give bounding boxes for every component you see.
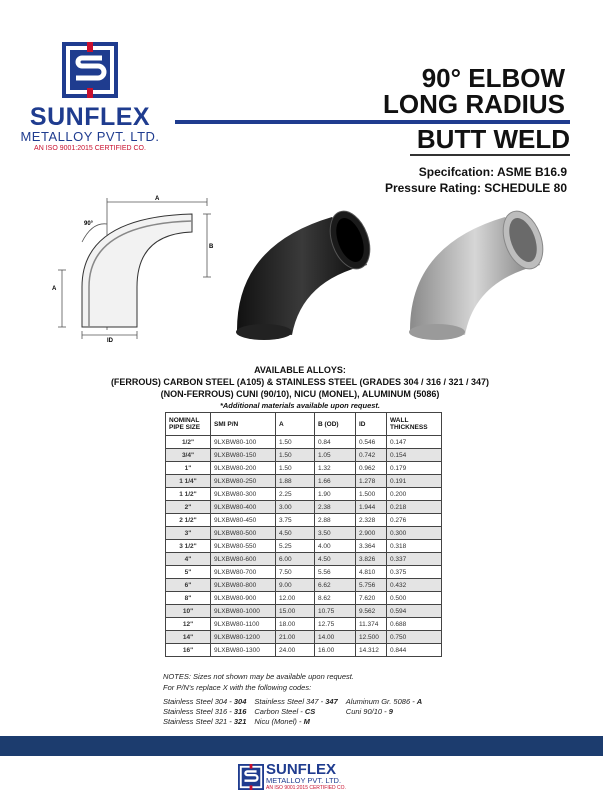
cell-part-number: 9LXBW80-1200 [211, 631, 276, 644]
drawing-label-b: B [209, 244, 214, 250]
cell-part-number: 9LXBW80-300 [211, 488, 276, 501]
codes-column [346, 697, 422, 717]
cell-id: 11.374 [356, 618, 387, 631]
cell-part-number: 9LXBW80-1300 [211, 644, 276, 657]
sunflex-logo-icon [62, 42, 118, 98]
code-entry [346, 707, 422, 717]
cell-wall: 0.337 [387, 553, 442, 566]
cell-wall: 0.594 [387, 605, 442, 618]
code-value: CS [304, 707, 316, 716]
cell-size: 1/2" [166, 436, 211, 449]
cell-b-od: 5.56 [315, 566, 356, 579]
footer-brand-iso: AN ISO 9001:2015 CERTIFIED CO. [266, 785, 346, 791]
cell-a: 1.88 [276, 475, 315, 488]
brand-block [10, 104, 170, 154]
cell-a: 1.50 [276, 462, 315, 475]
elbow-drawing [52, 192, 222, 342]
cell-b-od: 0.84 [315, 436, 356, 449]
code-entry [254, 707, 337, 717]
cell-b-od: 2.88 [315, 514, 356, 527]
cell-id: 14.312 [356, 644, 387, 657]
cell-id: 7.620 [356, 592, 387, 605]
table-row [166, 618, 442, 631]
cell-id: 9.562 [356, 605, 387, 618]
cell-wall: 0.318 [387, 540, 442, 553]
drawing-angle-label: 90° [84, 221, 94, 227]
cell-b-od: 12.75 [315, 618, 356, 631]
cell-size: 4" [166, 553, 211, 566]
cell-id: 12.500 [356, 631, 387, 644]
cell-size: 14" [166, 631, 211, 644]
pressure-rating: Pressure Rating: SCHEDULE 80 [384, 181, 567, 195]
cell-a: 2.25 [276, 488, 315, 501]
specification: Specifcation: ASME B16.9 [418, 165, 567, 179]
cell-b-od: 3.50 [315, 527, 356, 540]
code-value: 316 [233, 707, 247, 716]
dimensions-table [165, 412, 442, 657]
cell-a: 18.00 [276, 618, 315, 631]
footer-logo-icon [238, 764, 264, 790]
cell-id: 2.328 [356, 514, 387, 527]
cell-a: 1.50 [276, 436, 315, 449]
code-entry [346, 697, 422, 707]
cell-b-od: 14.00 [315, 631, 356, 644]
cell-id: 4.810 [356, 566, 387, 579]
table-header-row [166, 413, 442, 436]
cell-part-number: 9LXBW80-100 [211, 436, 276, 449]
header-id: ID [356, 413, 387, 436]
cell-size: 6" [166, 579, 211, 592]
cell-a: 6.00 [276, 553, 315, 566]
code-label: Cuni 90/10 - [345, 707, 389, 716]
cell-id: 0.962 [356, 462, 387, 475]
cell-part-number: 9LXBW80-250 [211, 475, 276, 488]
code-label: Carbon Steel - [254, 707, 305, 716]
header-a: A [276, 413, 315, 436]
code-entry [254, 697, 337, 707]
cell-wall: 0.218 [387, 501, 442, 514]
header-wall-thickness: WALL THICKNESS [387, 413, 442, 436]
code-value: 304 [233, 697, 247, 706]
cell-wall: 0.500 [387, 592, 442, 605]
table-row [166, 592, 442, 605]
cell-wall: 0.200 [387, 488, 442, 501]
footer-brand-subtitle: METALLOY PVT. LTD. [266, 776, 342, 785]
cell-id: 0.546 [356, 436, 387, 449]
alloys-non-ferrous: (NON-FERROUS) CUNI (90/10), NICU (MONEL), ALUMINUM (5086) [160, 389, 440, 399]
cell-wall: 0.844 [387, 644, 442, 657]
cell-b-od: 1.66 [315, 475, 356, 488]
code-value: 321 [233, 717, 247, 726]
alloys-section [60, 364, 540, 412]
cell-wall: 0.154 [387, 449, 442, 462]
cell-a: 1.50 [276, 449, 315, 462]
cell-b-od: 6.62 [315, 579, 356, 592]
code-label: Stainless Steel 321 - [163, 717, 234, 726]
drawing-label-a-top: A [155, 196, 160, 202]
code-value: M [303, 717, 310, 726]
subtitle-divider [410, 154, 570, 156]
codes-column [163, 697, 246, 727]
cell-b-od: 8.62 [315, 592, 356, 605]
table-row [166, 527, 442, 540]
cell-size: 16" [166, 644, 211, 657]
code-label: Stainless Steel 347 - [254, 697, 326, 706]
title-line-2: LONG RADIUS [383, 89, 565, 119]
codes-column [254, 697, 337, 727]
code-label: Stainless Steel 304 - [163, 697, 234, 706]
cell-b-od: 16.00 [315, 644, 356, 657]
cell-id: 1.944 [356, 501, 387, 514]
cell-b-od: 1.05 [315, 449, 356, 462]
table-row [166, 553, 442, 566]
cell-size: 3 1/2" [166, 540, 211, 553]
code-value: 9 [388, 707, 393, 716]
cell-a: 21.00 [276, 631, 315, 644]
cell-part-number: 9LXBW80-400 [211, 501, 276, 514]
table-row [166, 631, 442, 644]
table-row [166, 566, 442, 579]
cell-a: 15.00 [276, 605, 315, 618]
note-codes-intro: For P/N's replace X with the following codes: [163, 683, 312, 692]
footer-bar [0, 736, 603, 756]
cell-size: 5" [166, 566, 211, 579]
cell-a: 9.00 [276, 579, 315, 592]
cell-id: 3.826 [356, 553, 387, 566]
table-row [166, 436, 442, 449]
cell-id: 5.756 [356, 579, 387, 592]
brand-iso: AN ISO 9001:2015 CERTIFIED CO. [34, 145, 146, 152]
cell-part-number: 9LXBW80-500 [211, 527, 276, 540]
code-label: Stainless Steel 316 - [163, 707, 234, 716]
material-codes [163, 697, 430, 727]
table-row [166, 540, 442, 553]
code-entry [163, 707, 246, 717]
table-row [166, 449, 442, 462]
cell-size: 10" [166, 605, 211, 618]
cell-a: 5.25 [276, 540, 315, 553]
cell-size: 3" [166, 527, 211, 540]
drawing-label-id: ID [107, 338, 113, 342]
cell-id: 3.364 [356, 540, 387, 553]
cell-a: 24.00 [276, 644, 315, 657]
cell-size: 1 1/4" [166, 475, 211, 488]
cell-part-number: 9LXBW80-550 [211, 540, 276, 553]
note-sizes: NOTES: Sizes not shown may be available upon request. [163, 672, 354, 681]
cell-a: 12.00 [276, 592, 315, 605]
cell-b-od: 1.90 [315, 488, 356, 501]
code-value: 347 [325, 697, 338, 706]
title-line-1: 90° ELBOW [421, 63, 565, 93]
alloys-note: *Additional materials available upon request. [219, 401, 381, 410]
table-row [166, 514, 442, 527]
cell-id: 1.500 [356, 488, 387, 501]
cell-wall: 0.276 [387, 514, 442, 527]
code-entry [163, 697, 246, 707]
cell-id: 1.278 [356, 475, 387, 488]
cell-a: 4.50 [276, 527, 315, 540]
header-nominal-size: NOMINAL PIPE SIZE [166, 413, 211, 436]
cell-wall: 0.300 [387, 527, 442, 540]
cell-a: 7.50 [276, 566, 315, 579]
cell-size: 8" [166, 592, 211, 605]
alloys-heading: AVAILABLE ALLOYS: [254, 365, 346, 375]
table-row [166, 475, 442, 488]
header-part-number: SMI P/N [211, 413, 276, 436]
cell-size: 2" [166, 501, 211, 514]
header-b-od: B (OD) [315, 413, 356, 436]
drawing-label-a-left: A [52, 286, 57, 292]
alloys-ferrous: (FERROUS) CARBON STEEL (A105) & STAINLESS STEEL (GRADES 304 / 316 / 321 / 347) [110, 377, 490, 387]
footer-brand-name: SUNFLEX [266, 761, 337, 778]
cell-size: 2 1/2" [166, 514, 211, 527]
code-value: A [416, 697, 423, 706]
table-row [166, 488, 442, 501]
cell-b-od: 4.50 [315, 553, 356, 566]
code-entry [163, 717, 246, 727]
cell-b-od: 4.00 [315, 540, 356, 553]
table-row [166, 579, 442, 592]
cell-wall: 0.750 [387, 631, 442, 644]
cell-b-od: 1.32 [315, 462, 356, 475]
cell-part-number: 9LXBW80-800 [211, 579, 276, 592]
cell-part-number: 9LXBW80-700 [211, 566, 276, 579]
cell-wall: 0.147 [387, 436, 442, 449]
cell-wall: 0.179 [387, 462, 442, 475]
table-row [166, 501, 442, 514]
notes-section [163, 671, 354, 693]
code-entry [254, 717, 337, 727]
code-label: Aluminum Gr. 5086 - [345, 697, 417, 706]
brand-subtitle: METALLOY PVT. LTD. [20, 129, 160, 144]
table-row [166, 462, 442, 475]
cell-part-number: 9LXBW80-600 [211, 553, 276, 566]
cell-a: 3.00 [276, 501, 315, 514]
cell-wall: 0.375 [387, 566, 442, 579]
stainless-elbow-image [405, 205, 565, 345]
table-row [166, 605, 442, 618]
cell-part-number: 9LXBW80-200 [211, 462, 276, 475]
cell-part-number: 9LXBW80-1000 [211, 605, 276, 618]
cell-part-number: 9LXBW80-150 [211, 449, 276, 462]
cell-id: 0.742 [356, 449, 387, 462]
cell-a: 3.75 [276, 514, 315, 527]
cell-size: 3/4" [166, 449, 211, 462]
cell-id: 2.900 [356, 527, 387, 540]
cell-size: 1 1/2" [166, 488, 211, 501]
cell-size: 12" [166, 618, 211, 631]
title-line-3: BUTT WELD [416, 124, 570, 154]
footer-brand [266, 762, 376, 791]
cell-wall: 0.191 [387, 475, 442, 488]
cell-part-number: 9LXBW80-450 [211, 514, 276, 527]
black-elbow-image [232, 205, 392, 345]
cell-b-od: 10.75 [315, 605, 356, 618]
brand-name: SUNFLEX [29, 103, 151, 131]
code-label: Nicu (Monel) - [254, 717, 304, 726]
cell-wall: 0.688 [387, 618, 442, 631]
table-row [166, 644, 442, 657]
cell-part-number: 9LXBW80-1100 [211, 618, 276, 631]
cell-part-number: 9LXBW80-900 [211, 592, 276, 605]
cell-size: 1" [166, 462, 211, 475]
cell-wall: 0.432 [387, 579, 442, 592]
cell-b-od: 2.38 [315, 501, 356, 514]
